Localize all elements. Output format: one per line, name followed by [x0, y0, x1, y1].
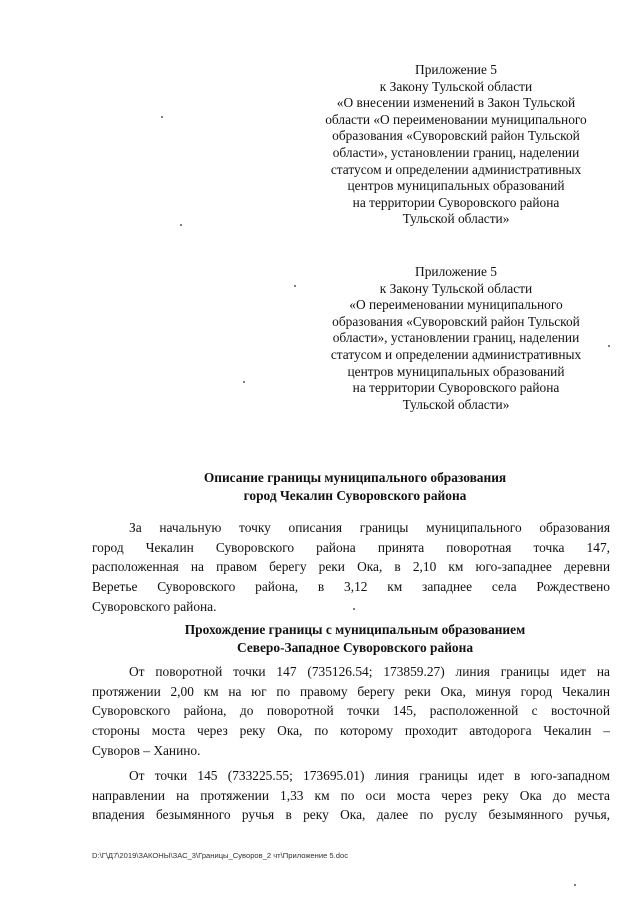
text-line: впадения безымянного ручья в реку Ока, далее по руслу безымянного ручья,	[92, 807, 610, 823]
appendix-line: образования «Суворовский район Тульской	[332, 128, 580, 144]
appendix-header-original	[286, 264, 626, 413]
appendix-line: к Закону Тульской области	[379, 280, 533, 296]
appendix-line: на территории Суворовского района	[352, 194, 560, 210]
text-line: Суворов – Ханино.	[92, 742, 201, 758]
appendix-header-current	[286, 62, 626, 228]
text-line: Суворовского района, до поворотной точки 145, расположенной с восточной	[92, 703, 610, 719]
section-heading-line: Северо-Западное Суворовского района	[236, 640, 474, 655]
text-line: направлении на протяжении 1,33 км по оси моста через реку Ока до места	[92, 787, 610, 803]
document-title	[150, 469, 560, 505]
scan-speck	[608, 345, 610, 347]
text-line: Суворовского района.	[92, 598, 217, 614]
scan-speck	[180, 224, 182, 226]
title-line: город Чекалин Суворовского района	[243, 488, 467, 503]
text-line: За начальную точку описания границы муниципального образования	[129, 520, 610, 535]
boundary-paragraph-2	[92, 766, 610, 825]
appendix-line: области «О переименовании муниципального	[325, 111, 587, 127]
section-heading	[150, 621, 560, 657]
appendix-line: на территории Суворовского района	[352, 380, 560, 396]
text-line: стороны моста через реку Ока, по которому проходит автодорога Чекалин –	[92, 723, 610, 739]
text-line: протяжении 2,00 км на юг по правому берегу реки Ока, минуя город Чекалин	[92, 683, 610, 699]
appendix-line: статусом и определении административных	[330, 161, 582, 177]
text-line: город Чекалин Суворовского района принята поворотная точка 147,	[92, 539, 610, 555]
appendix-line: статусом и определении административных	[330, 346, 582, 362]
scan-speck	[243, 381, 245, 383]
appendix-line: Тульской области»	[402, 211, 510, 227]
section-heading-line: Прохождение границы с муниципальным образованием	[184, 622, 526, 637]
appendix-line: области», установлении границ, наделении	[332, 330, 580, 346]
appendix-line: образования «Суворовский район Тульской	[332, 313, 580, 329]
scan-speck	[294, 285, 296, 287]
appendix-line: Приложение 5	[415, 62, 497, 77]
appendix-line: центров муниципальных образований	[347, 178, 565, 194]
text-line: расположенная на правом берегу реки Ока, в 2,10 км юго-западнее деревни	[92, 559, 610, 575]
appendix-line: области», установлении границ, наделении	[332, 144, 580, 160]
scan-speck	[574, 884, 576, 886]
appendix-line: Приложение 5	[415, 264, 497, 279]
scan-speck	[161, 116, 163, 118]
appendix-line: центров муниципальных образований	[347, 363, 565, 379]
appendix-line: Тульской области»	[402, 396, 510, 412]
title-line: Описание границы муниципального образования	[203, 470, 507, 485]
file-path-footer: D:\Г\Д7\2019\ЗАКОНЫ\ЗАС_3\Границы_Суворов_2 чт\Приложение 5.doc	[92, 851, 348, 860]
scan-speck	[353, 608, 355, 610]
appendix-line: «О внесении изменений в Закон Тульской	[336, 95, 576, 111]
text-line: От точки 145 (733225.55; 173695.01) линия границы идет в юго-западном	[129, 768, 610, 783]
appendix-line: к Закону Тульской области	[379, 78, 533, 94]
intro-paragraph	[92, 518, 610, 616]
appendix-line: «О переименовании муниципального	[349, 297, 563, 313]
boundary-paragraph-1	[92, 662, 610, 760]
text-line: Веретье Суворовского района, в 3,12 км западнее села Рождествено	[92, 579, 610, 595]
text-line: От поворотной точки 147 (735126.54; 173859.27) линия границы идет на	[129, 664, 610, 679]
